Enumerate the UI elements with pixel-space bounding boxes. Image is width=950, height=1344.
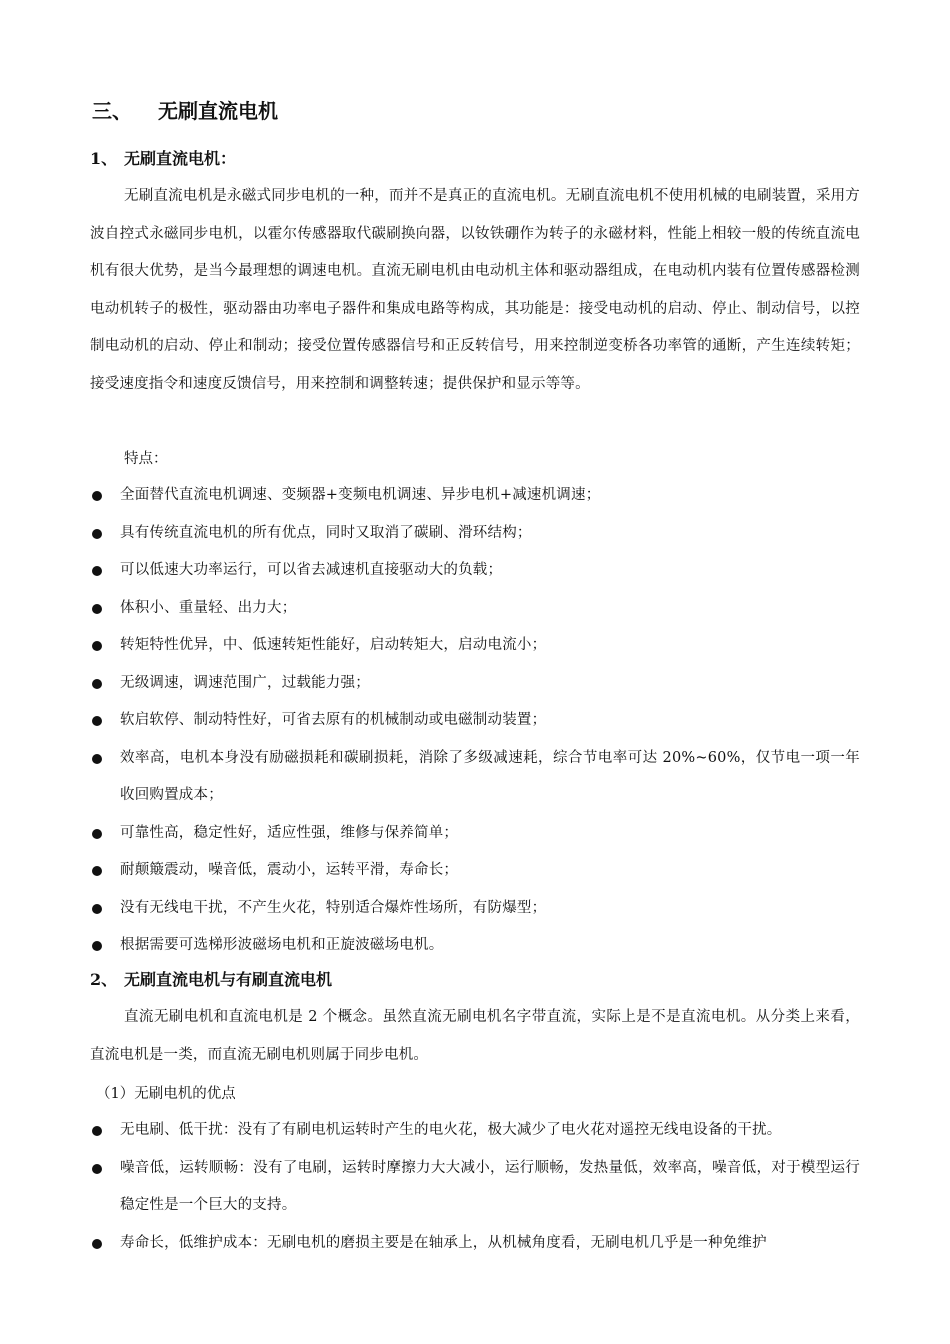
bullet-icon [92, 604, 102, 614]
list-item: 全面替代直流电机调速、变频器+变频电机调速、异步电机+减速机调速； [90, 477, 860, 515]
bullet-icon [92, 754, 102, 764]
list-item: 效率高，电机本身没有励磁损耗和碳刷损耗，消除了多级减速耗，综合节电率可达 20%~60%，仅节电一项一年收回购置成本； [90, 740, 860, 815]
subsection-1-number: 1、 [90, 149, 118, 168]
features-list [90, 477, 860, 965]
bullet-icon [92, 529, 102, 539]
bullet-icon [92, 1239, 102, 1249]
section-heading [92, 98, 278, 124]
comparison-paragraph: 直流无刷电机和直流电机是 2 个概念。虽然直流无刷电机名字带直流，实际上是不是直流电机。从分类上来看，直流电机是一类，而直流无刷电机则属于同步电机。 [90, 1009, 860, 1063]
subsection-1-heading [90, 148, 236, 170]
bullet-icon [92, 679, 102, 689]
subsection-2-heading [90, 969, 332, 991]
list-item: 具有传统直流电机的所有优点，同时又取消了碳刷、滑环结构； [90, 515, 860, 553]
subsection-1-title: 无刷直流电机： [124, 149, 237, 168]
bullet-icon [92, 866, 102, 876]
list-item: 软启软停、制动特性好，可省去原有的机械制动或电磁制动装置； [90, 702, 860, 740]
list-item: 没有无线电干扰，不产生火花，特别适合爆炸性场所，有防爆型； [90, 890, 860, 928]
list-item: 可靠性高，稳定性好，适应性强，维修与保养简单； [90, 815, 860, 853]
list-item: 转矩特性优异，中、低速转矩性能好，启动转矩大，启动电流小； [90, 627, 860, 665]
subsection-2-number: 2、 [90, 970, 118, 989]
subsection-2-title: 无刷直流电机与有刷直流电机 [124, 970, 333, 989]
bullet-icon [92, 941, 102, 951]
features-label: 特点： [124, 451, 168, 467]
list-item: 体积小、重量轻、出力大； [90, 590, 860, 628]
bullet-icon [92, 904, 102, 914]
bullet-icon [92, 566, 102, 576]
section-number: 三、 [92, 99, 132, 123]
bullet-icon [92, 1126, 102, 1136]
list-item: 无级调速，调速范围广，过载能力强； [90, 665, 860, 703]
list-item: 噪音低，运转顺畅：没有了电刷，运转时摩擦力大大减小，运行顺畅，发热量低，效率高，噪音低，对于模型运行稳定性是一个巨大的支持。 [90, 1150, 860, 1225]
advantages-label: （1）无刷电机的优点 [96, 1086, 236, 1102]
intro-paragraph: 无刷直流电机是永磁式同步电机的一种，而并不是真正的直流电机。无刷直流电机不使用机械的电刷装置，采用方波自控式永磁同步电机，以霍尔传感器取代碳刷换向器，以钕铁硼作为转子的永磁材料，性能上相较一般的传统直流电机有很大优势，是当今最理想的调速电机。直流无刷电机由电动机主体和驱动器组成，在电动机内装有位置传感器检测电动机转子的极性，驱动器由功率电子器件和集成电路等构成，其功能是：接受电动机的启动、停止、制动信号，以控制电动机的启动、停止和制动；接受位置传感器信号和正反转信号，用来控制逆变桥各功率管的通断，产生连续转矩；接受速度指令和速度反馈信号，用来控制和调整转速；提供保护和显示等等。 [90, 188, 860, 392]
list-item: 可以低速大功率运行，可以省去减速机直接驱动大的负载； [90, 552, 860, 590]
advantages-list [90, 1112, 860, 1262]
bullet-icon [92, 641, 102, 651]
bullet-icon [92, 829, 102, 839]
section-title: 无刷直流电机 [158, 99, 278, 123]
bullet-icon [92, 491, 102, 501]
list-item: 无电刷、低干扰：没有了有刷电机运转时产生的电火花，极大减少了电火花对遥控无线电设备的干扰。 [90, 1112, 860, 1150]
bullet-icon [92, 1164, 102, 1174]
list-item: 寿命长，低维护成本：无刷电机的磨损主要是在轴承上，从机械角度看，无刷电机几乎是一种免维护 [90, 1225, 860, 1263]
list-item: 耐颠簸震动，噪音低，震动小，运转平滑，寿命长； [90, 852, 860, 890]
bullet-icon [92, 716, 102, 726]
list-item: 根据需要可选梯形波磁场电机和正旋波磁场电机。 [90, 927, 860, 965]
